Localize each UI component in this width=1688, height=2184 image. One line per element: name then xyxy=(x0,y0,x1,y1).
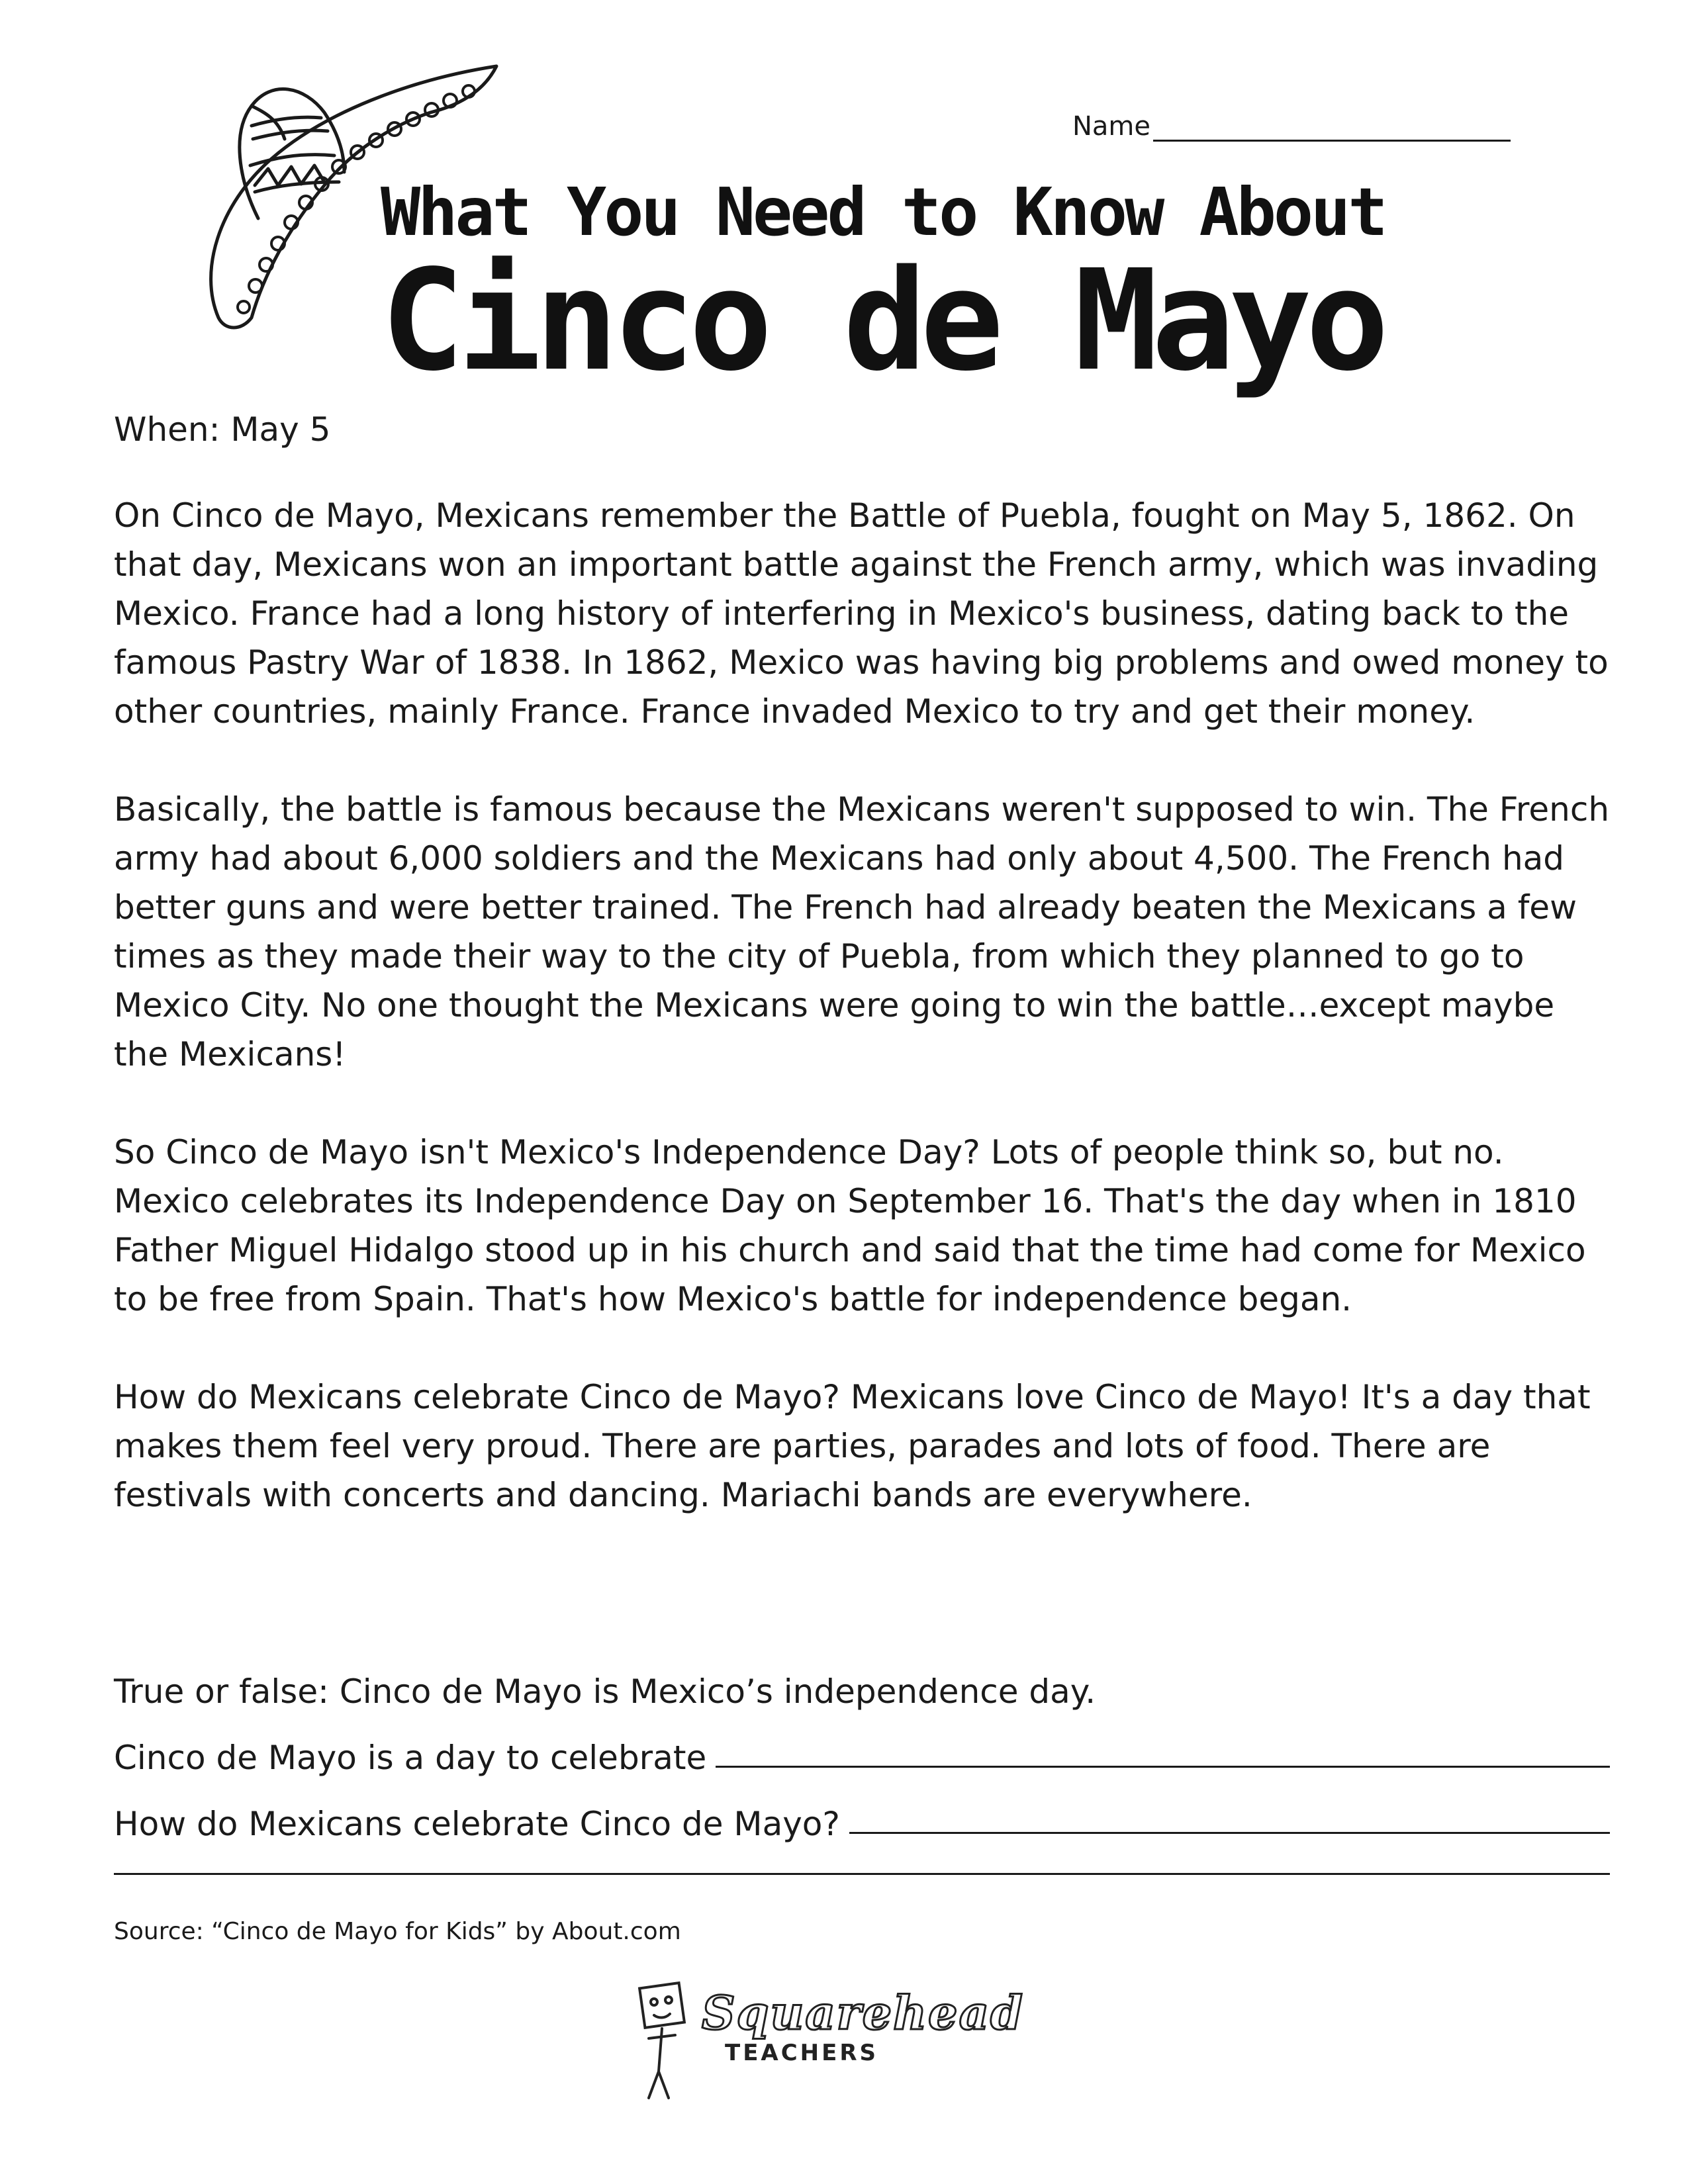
logo-subtitle: TEACHERS xyxy=(725,2040,879,2066)
question-how-celebrate xyxy=(114,1777,1610,1843)
question-true-false xyxy=(114,1645,1610,1711)
page-title: Cinco de Mayo xyxy=(381,240,1383,402)
logo-wordmark: Squarehead xyxy=(702,1985,1024,2040)
reading-passage xyxy=(114,405,1610,1569)
name-field[interactable] xyxy=(1072,111,1511,142)
answer-blank-line-extra[interactable] xyxy=(114,1873,1610,1875)
answer-blank-line[interactable] xyxy=(716,1766,1610,1768)
question-text: True or false: Cinco de Mayo is Mexico’s independence day. xyxy=(114,1672,1096,1711)
name-label: Name xyxy=(1072,111,1151,142)
squarehead-mascot-icon xyxy=(629,1972,702,2105)
questions-section xyxy=(114,1645,1610,1843)
source-citation: Source: “Cinco de Mayo for Kids” by About.com xyxy=(114,1918,681,1945)
squarehead-teachers-logo xyxy=(629,1972,1024,2105)
question-text: Cinco de Mayo is a day to celebrate xyxy=(114,1739,707,1777)
paragraph-3: So Cinco de Mayo isn't Mexico's Independence Day? Lots of people think so, but no. Mexico celebrates its Independence Day on September 16. That's the day when in 1810 Father Miguel Hidalgo stood up in his church and said that the time had come for Mexico to be free from Spain. That's how Mexico's battle for independence began. xyxy=(114,1133,1586,1318)
paragraph-1: On Cinco de Mayo, Mexicans remember the Battle of Puebla, fought on May 5, 1862. On that day, Mexicans won an important battle against the French army, which was invading Mexico. France had a long history of interfering in Mexico's business, dating back to the famous Pastry War of 1838. In 1862, Mexico was having big problems and owed money to other countries, mainly France. France invaded Mexico to try and get their money. xyxy=(114,496,1609,731)
question-celebrate xyxy=(114,1711,1610,1777)
paragraph-2: Basically, the battle is famous because the Mexicans weren't supposed to win. The French army had about 6,000 soldiers and the Mexicans had only about 4,500. The French had better guns and were better trained. The French had already beaten the Mexicans a few times as they made their way to the city of Puebla, from which they planned to go to Mexico City. No one thought the Mexicans were going to win the battle…except maybe the Mexicans! xyxy=(114,790,1610,1073)
answer-blank-line[interactable] xyxy=(849,1832,1610,1834)
when-line: When: May 5 xyxy=(114,410,331,449)
title-subheading: What You Need to Know About xyxy=(381,173,1385,251)
question-text: How do Mexicans celebrate Cinco de Mayo? xyxy=(114,1805,840,1843)
name-blank-line[interactable] xyxy=(1153,113,1511,142)
paragraph-4: How do Mexicans celebrate Cinco de Mayo? Mexicans love Cinco de Mayo! It's a day that makes them feel very proud. There are parties, parades and lots of food. There are festivals with concerts and dancing. Mariachi bands are everywhere. xyxy=(114,1378,1591,1514)
